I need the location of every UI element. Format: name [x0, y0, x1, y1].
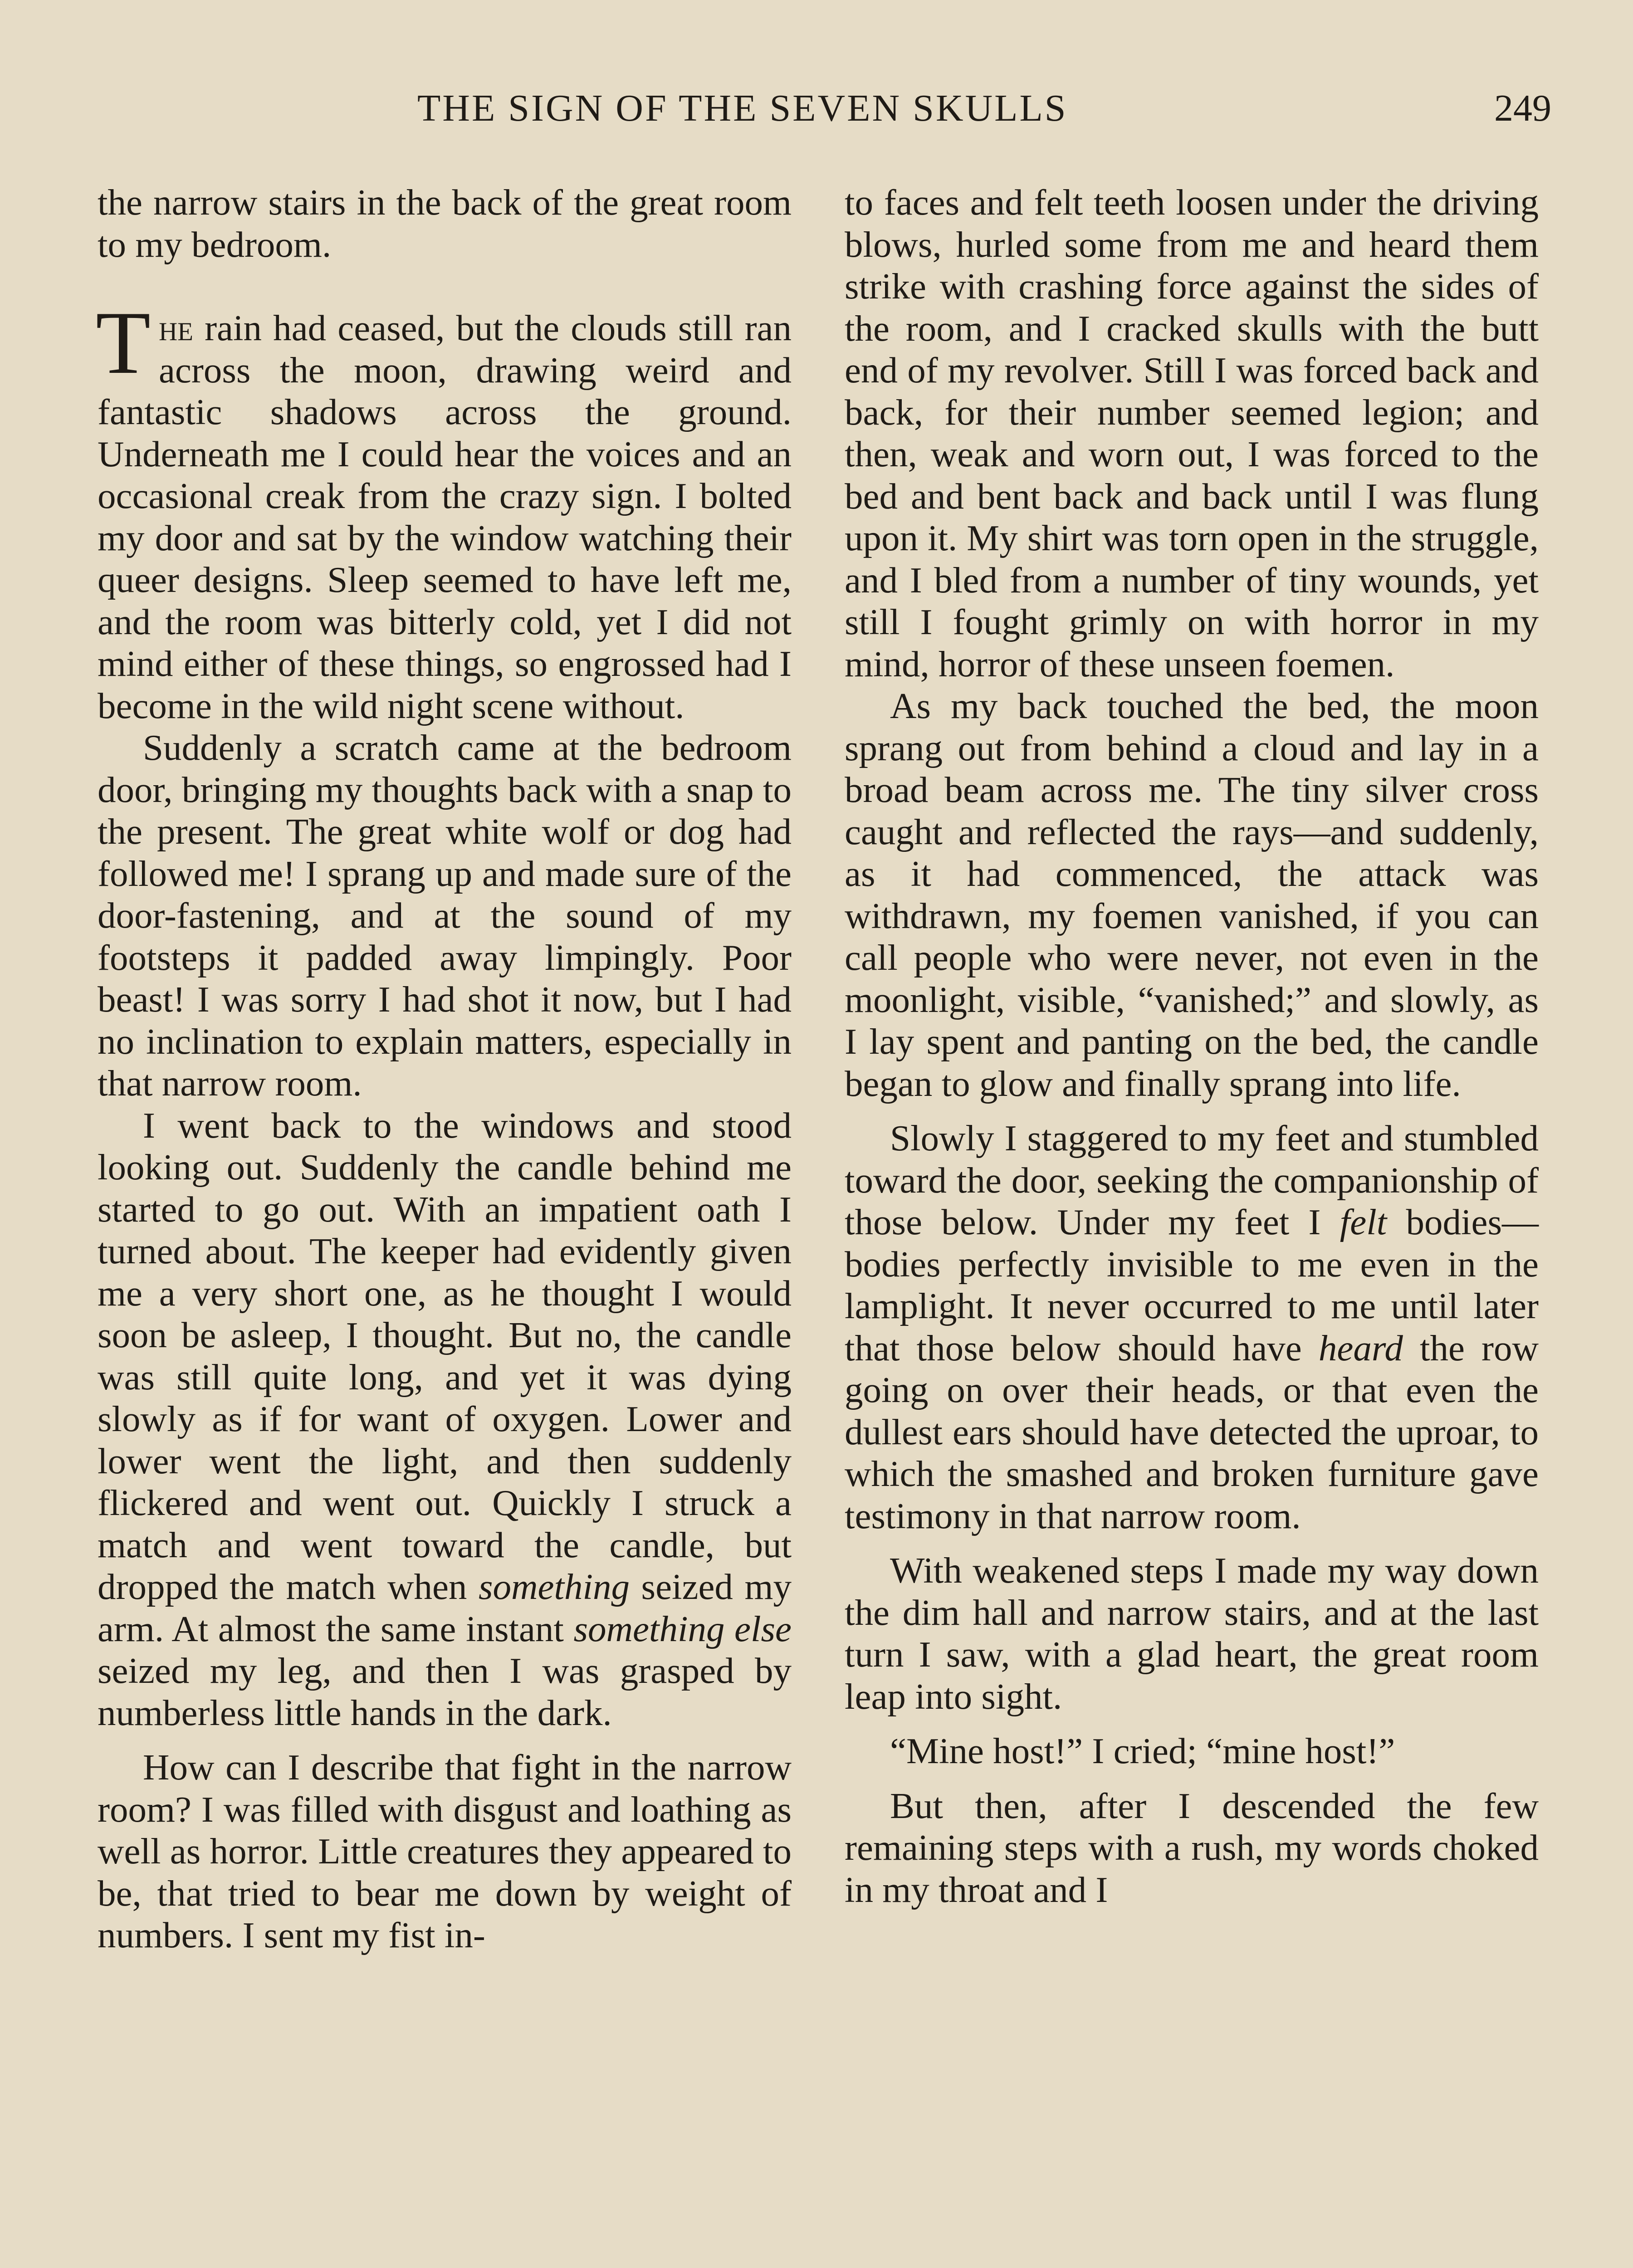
left-column: [98, 181, 792, 1956]
paragraph-text: Slowly I staggered to my feet and stumbled toward the door, seeking the companionship of those below. Under my feet I: [845, 1118, 1539, 1242]
emphasis-text: felt: [1340, 1202, 1387, 1242]
page-number: 249: [1494, 87, 1551, 129]
paragraph: [96, 293, 792, 727]
paragraph-text: the row going on over their heads, or that even the dullest ears should have detected the uproar, to which the smashed and broken furniture gave testimony in that narrow room.: [845, 1327, 1539, 1536]
right-column: [845, 181, 1539, 1911]
paragraph-text: I went back to the windows and stood looking out. Suddenly the candle behind me started to go out. With an impatient oath I turned about. The keeper had evidently given me a very short one, as he thought I would soon be asleep, I thought. But no, the candle was still quite long, and yet it was dying slowly as if for want of oxygen. Lower and lower went the light, and then suddenly flickered and went out. Quickly I struck a match and went toward the candle, but dropped the match when: [98, 1105, 792, 1607]
small-caps-text: he: [158, 308, 193, 348]
paragraph-text: bodies—bodies perfectly invisible to me even in the lamplight. It never occurred to me until later that those below should have: [845, 1202, 1539, 1369]
paragraph: As my back touched the bed, the moon sprang out from behind a cloud and lay in a broad beam across me. The tiny silver cross caught and reflected the rays—and suddenly, as it had commenced, the attack was withdrawn, my foemen vanished, if you can call people who were never, not even in the moonlight, visible, “vanished;” and slowly, as I lay spent and panting on the bed, the candle began to glow and finally sprang into life.: [845, 685, 1539, 1104]
drop-cap: T: [96, 293, 151, 392]
paragraph: [98, 1105, 792, 1734]
paragraph: the narrow stairs in the back of the great room to my bedroom.: [98, 182, 792, 265]
emphasis-text: something: [479, 1566, 630, 1607]
paragraph-text: seized my arm. At almost the same instant: [98, 1566, 792, 1649]
running-header: [0, 86, 1633, 136]
paragraph: to faces and felt teeth loosen under the driving blows, hurled some from me and heard them strike with crashing force against the sides of the room, and I cracked skulls with the butt end of my revolver. Still I was forced back and back, for their number seemed legion; and then, weak and worn out, I was forced to the bed and bent back and back until I was flung upon it. My shirt was torn open in the struggle, and I bled from a number of tiny wounds, yet still I fought grimly on with horror in my mind, horror of these unseen foemen.: [845, 182, 1539, 684]
emphasis-text: something else: [573, 1608, 792, 1649]
paragraph: [845, 1117, 1539, 1537]
emphasis-text: heard: [1318, 1327, 1403, 1369]
paragraph: With weakened steps I made my way down the dim hall and narrow stairs, and at the last turn I saw, with a glad heart, the great room leap into sight.: [845, 1550, 1539, 1717]
paragraph: “Mine host!” I cried; “mine host!”: [890, 1730, 1395, 1771]
running-title: THE SIGN OF THE SEVEN SKULLS: [417, 87, 1068, 129]
paragraph-text: seized my leg, and then I was grasped by numberless little hands in the dark.: [98, 1650, 792, 1733]
paragraph: How can I describe that fight in the narrow room? I was filled with disgust and loathing as well as horror. Little creatures they appeared to be, that tried to bear me down by weight of numbers. I sent my fist in-: [98, 1747, 792, 1955]
paragraph: But then, after I descended the few remaining steps with a rush, my words choked in my throat and I: [845, 1785, 1539, 1910]
paragraph-text: rain had ceased, but the clouds still ran across the moon, drawing weird and fantastic shadows across the ground. Underneath me I could hear the voices and an occasional creak from the crazy sign. I bolted my door and sat by the window watching their queer designs. Sleep seemed to have left me, and the room was bitterly cold, yet I did not mind either of these things, so engrossed had I become in the wild night scene without.: [98, 308, 792, 726]
paragraph: Suddenly a scratch came at the bedroom door, bringing my thoughts back with a snap to the present. The great white wolf or dog had followed me! I sprang up and made sure of the door-fastening, and at the sound of my footsteps it padded away limpingly. Poor beast! I was sorry I had shot it now, but I had no inclination to explain matters, especially in that narrow room.: [98, 727, 792, 1104]
